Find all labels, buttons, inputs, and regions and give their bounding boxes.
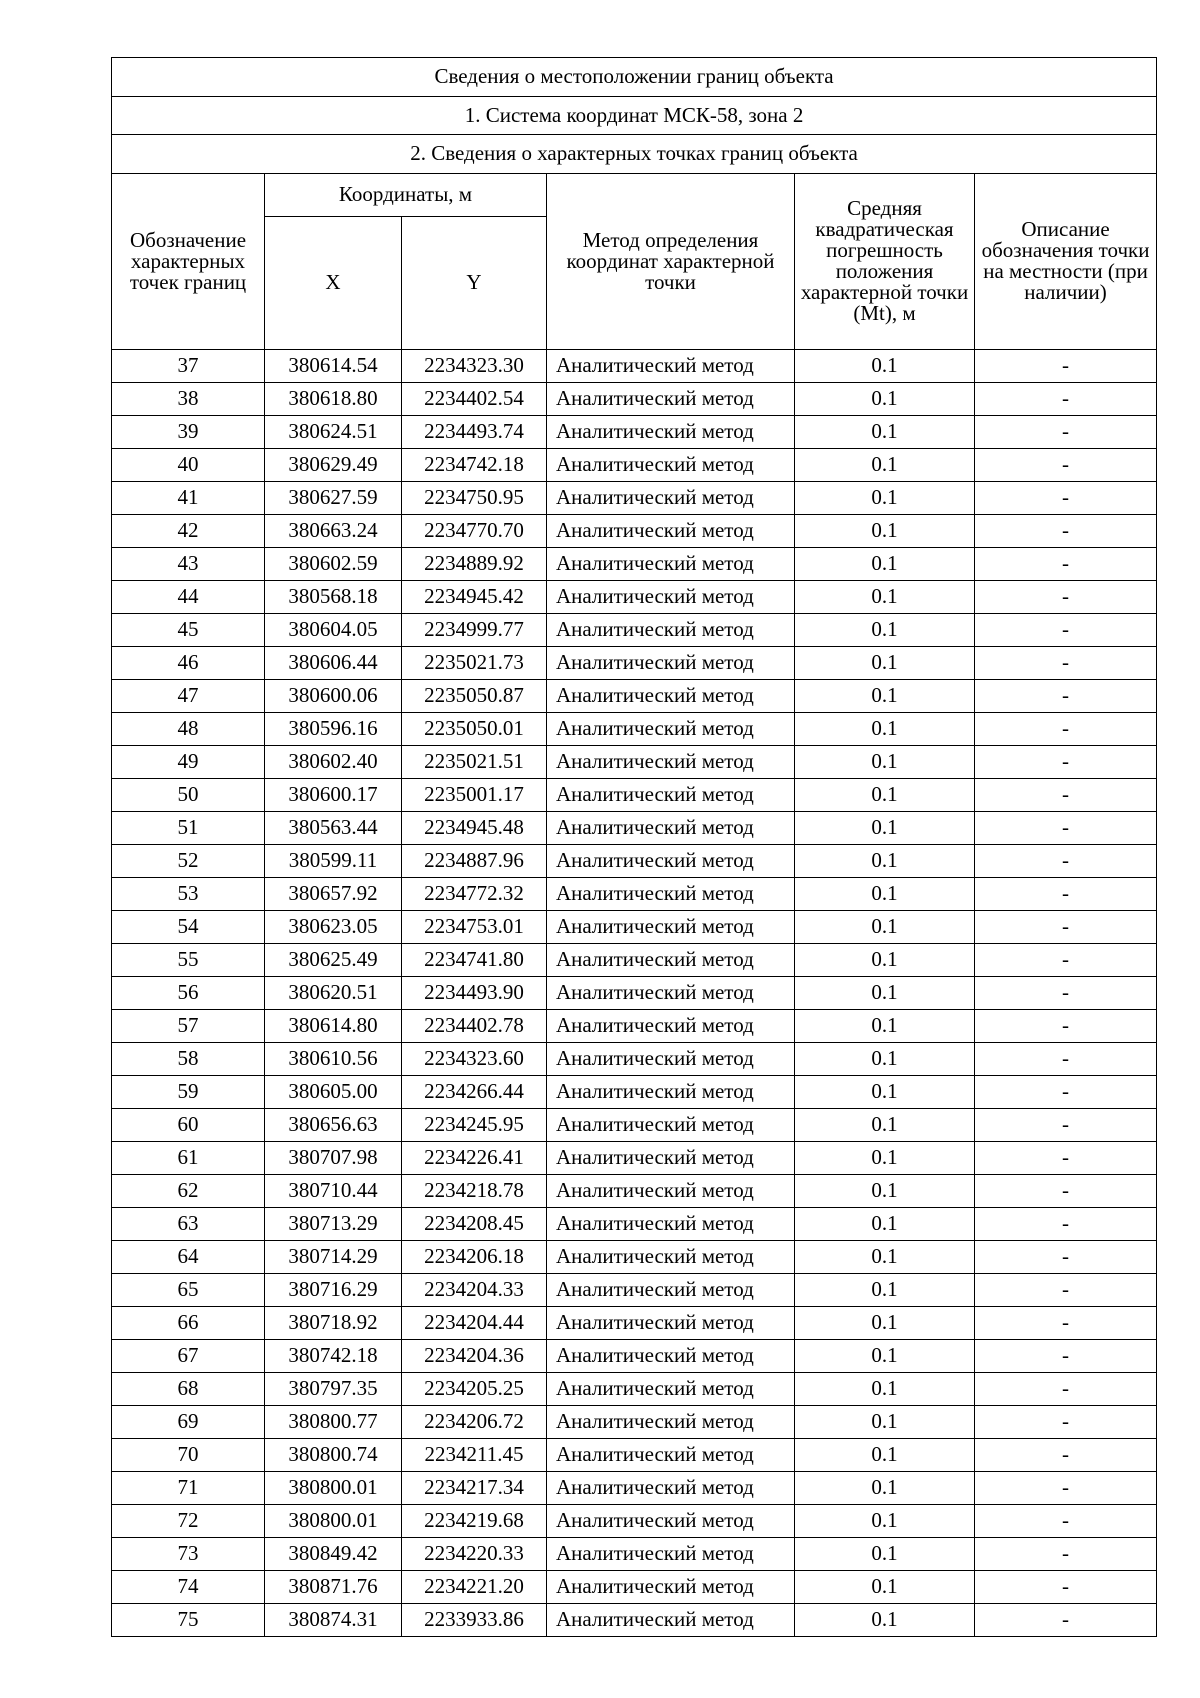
- point-number-cell: 54: [112, 910, 265, 943]
- table-row: [112, 976, 1157, 1009]
- x-coordinate-cell: 380614.54: [265, 349, 402, 382]
- description-cell: -: [975, 1174, 1157, 1207]
- x-coordinate-cell: 380663.24: [265, 514, 402, 547]
- x-coordinate-cell: 380656.63: [265, 1108, 402, 1141]
- point-number-cell: 70: [112, 1438, 265, 1471]
- method-cell: Аналитический метод: [547, 1009, 795, 1042]
- y-coordinate-cell: 2234245.95: [402, 1108, 547, 1141]
- method-cell: Аналитический метод: [547, 1042, 795, 1075]
- method-cell: Аналитический метод: [547, 844, 795, 877]
- method-cell: Аналитический метод: [547, 349, 795, 382]
- y-coordinate-cell: 2234217.34: [402, 1471, 547, 1504]
- x-coordinate-cell: 380800.77: [265, 1405, 402, 1438]
- x-coordinate-cell: 380605.00: [265, 1075, 402, 1108]
- table-row: [112, 1372, 1157, 1405]
- x-coordinate-cell: 380604.05: [265, 613, 402, 646]
- error-cell: 0.1: [795, 811, 975, 844]
- error-cell: 0.1: [795, 1438, 975, 1471]
- point-number-cell: 68: [112, 1372, 265, 1405]
- table-row: [112, 1273, 1157, 1306]
- point-number-cell: 69: [112, 1405, 265, 1438]
- title-row: [112, 58, 1157, 97]
- x-coordinate-cell: 380800.01: [265, 1504, 402, 1537]
- table-row: [112, 1537, 1157, 1570]
- x-coordinate-cell: 380629.49: [265, 448, 402, 481]
- y-coordinate-cell: 2234323.30: [402, 349, 547, 382]
- method-cell: Аналитический метод: [547, 1273, 795, 1306]
- description-cell: -: [975, 943, 1157, 976]
- description-cell: -: [975, 481, 1157, 514]
- y-coordinate-cell: 2234211.45: [402, 1438, 547, 1471]
- x-coordinate-cell: 380610.56: [265, 1042, 402, 1075]
- error-cell: 0.1: [795, 1141, 975, 1174]
- error-cell: 0.1: [795, 481, 975, 514]
- x-coordinate-cell: 380624.51: [265, 415, 402, 448]
- y-coordinate-cell: 2234945.48: [402, 811, 547, 844]
- y-coordinate-cell: 2234204.36: [402, 1339, 547, 1372]
- description-cell: -: [975, 1471, 1157, 1504]
- error-cell: 0.1: [795, 1570, 975, 1603]
- y-coordinate-cell: 2235050.01: [402, 712, 547, 745]
- point-number-cell: 51: [112, 811, 265, 844]
- y-coordinate-cell: 2235050.87: [402, 679, 547, 712]
- table-row: [112, 1570, 1157, 1603]
- header-description: Описание обозначения точки на местности (при наличии): [975, 173, 1157, 349]
- table-row: [112, 1108, 1157, 1141]
- x-coordinate-cell: 380563.44: [265, 811, 402, 844]
- description-cell: -: [975, 745, 1157, 778]
- point-number-cell: 49: [112, 745, 265, 778]
- description-cell: -: [975, 1009, 1157, 1042]
- y-coordinate-cell: 2234770.70: [402, 514, 547, 547]
- description-cell: -: [975, 844, 1157, 877]
- table-row: [112, 613, 1157, 646]
- error-cell: 0.1: [795, 877, 975, 910]
- table-row: [112, 448, 1157, 481]
- header-point: Обозначение характерных точек границ: [112, 173, 265, 349]
- method-cell: Аналитический метод: [547, 1372, 795, 1405]
- y-coordinate-cell: 2234750.95: [402, 481, 547, 514]
- header-error: Средняя квадратическая погрешность положения характерной точки (Mt), м: [795, 173, 975, 349]
- method-cell: Аналитический метод: [547, 679, 795, 712]
- x-coordinate-cell: 380874.31: [265, 1603, 402, 1636]
- description-cell: -: [975, 1372, 1157, 1405]
- method-cell: Аналитический метод: [547, 1240, 795, 1273]
- table-row: [112, 811, 1157, 844]
- description-cell: -: [975, 1108, 1157, 1141]
- point-number-cell: 38: [112, 382, 265, 415]
- method-cell: Аналитический метод: [547, 580, 795, 613]
- x-coordinate-cell: 380600.06: [265, 679, 402, 712]
- error-cell: 0.1: [795, 613, 975, 646]
- x-coordinate-cell: 380599.11: [265, 844, 402, 877]
- y-coordinate-cell: 2235001.17: [402, 778, 547, 811]
- header-method: Метод определения координат характерной точки: [547, 173, 795, 349]
- x-coordinate-cell: 380606.44: [265, 646, 402, 679]
- table-row: [112, 745, 1157, 778]
- method-cell: Аналитический метод: [547, 1504, 795, 1537]
- y-coordinate-cell: 2234221.20: [402, 1570, 547, 1603]
- y-coordinate-cell: 2234219.68: [402, 1504, 547, 1537]
- x-coordinate-cell: 380614.80: [265, 1009, 402, 1042]
- method-cell: Аналитический метод: [547, 547, 795, 580]
- x-coordinate-cell: 380871.76: [265, 1570, 402, 1603]
- point-number-cell: 46: [112, 646, 265, 679]
- x-coordinate-cell: 380596.16: [265, 712, 402, 745]
- table-row: [112, 679, 1157, 712]
- point-number-cell: 63: [112, 1207, 265, 1240]
- y-coordinate-cell: 2234204.44: [402, 1306, 547, 1339]
- description-cell: -: [975, 712, 1157, 745]
- error-cell: 0.1: [795, 547, 975, 580]
- error-cell: 0.1: [795, 1405, 975, 1438]
- y-coordinate-cell: 2234323.60: [402, 1042, 547, 1075]
- table-row: [112, 646, 1157, 679]
- method-cell: Аналитический метод: [547, 1537, 795, 1570]
- x-coordinate-cell: 380620.51: [265, 976, 402, 1009]
- point-number-cell: 60: [112, 1108, 265, 1141]
- description-cell: -: [975, 1504, 1157, 1537]
- x-coordinate-cell: 380800.01: [265, 1471, 402, 1504]
- x-coordinate-cell: 380602.59: [265, 547, 402, 580]
- method-cell: Аналитический метод: [547, 514, 795, 547]
- y-coordinate-cell: 2234887.96: [402, 844, 547, 877]
- point-number-cell: 67: [112, 1339, 265, 1372]
- point-number-cell: 53: [112, 877, 265, 910]
- point-number-cell: 47: [112, 679, 265, 712]
- section1-heading: 1. Система координат МСК-58, зона 2: [112, 96, 1157, 135]
- table-row: [112, 1339, 1157, 1372]
- table-row: [112, 1438, 1157, 1471]
- error-cell: 0.1: [795, 1273, 975, 1306]
- x-coordinate-cell: 380714.29: [265, 1240, 402, 1273]
- point-number-cell: 37: [112, 349, 265, 382]
- method-cell: Аналитический метод: [547, 1339, 795, 1372]
- table-row: [112, 1405, 1157, 1438]
- point-number-cell: 42: [112, 514, 265, 547]
- method-cell: Аналитический метод: [547, 1603, 795, 1636]
- table-row: [112, 1471, 1157, 1504]
- description-cell: -: [975, 613, 1157, 646]
- x-coordinate-cell: 380600.17: [265, 778, 402, 811]
- table-row: [112, 778, 1157, 811]
- description-cell: -: [975, 1141, 1157, 1174]
- method-cell: Аналитический метод: [547, 1438, 795, 1471]
- table-row: [112, 943, 1157, 976]
- table-row: [112, 1306, 1157, 1339]
- table-row: [112, 1207, 1157, 1240]
- y-coordinate-cell: 2234402.78: [402, 1009, 547, 1042]
- point-number-cell: 55: [112, 943, 265, 976]
- table-row: [112, 349, 1157, 382]
- description-cell: -: [975, 1207, 1157, 1240]
- error-cell: 0.1: [795, 1108, 975, 1141]
- method-cell: Аналитический метод: [547, 1075, 795, 1108]
- description-cell: -: [975, 1075, 1157, 1108]
- point-number-cell: 62: [112, 1174, 265, 1207]
- y-coordinate-cell: 2234753.01: [402, 910, 547, 943]
- header-y: Y: [402, 216, 547, 349]
- description-cell: -: [975, 1306, 1157, 1339]
- table-row: [112, 877, 1157, 910]
- header-x: X: [265, 216, 402, 349]
- y-coordinate-cell: 2234402.54: [402, 382, 547, 415]
- table-row: [112, 1240, 1157, 1273]
- y-coordinate-cell: 2234945.42: [402, 580, 547, 613]
- x-coordinate-cell: 380602.40: [265, 745, 402, 778]
- method-cell: Аналитический метод: [547, 1207, 795, 1240]
- x-coordinate-cell: 380710.44: [265, 1174, 402, 1207]
- y-coordinate-cell: 2233933.86: [402, 1603, 547, 1636]
- x-coordinate-cell: 380657.92: [265, 877, 402, 910]
- table-row: [112, 712, 1157, 745]
- table-row: [112, 844, 1157, 877]
- error-cell: 0.1: [795, 976, 975, 1009]
- method-cell: Аналитический метод: [547, 646, 795, 679]
- error-cell: 0.1: [795, 1207, 975, 1240]
- table-row: [112, 1042, 1157, 1075]
- table-row: [112, 1009, 1157, 1042]
- x-coordinate-cell: 380718.92: [265, 1306, 402, 1339]
- error-cell: 0.1: [795, 712, 975, 745]
- method-cell: Аналитический метод: [547, 910, 795, 943]
- table-row: [112, 580, 1157, 613]
- point-number-cell: 57: [112, 1009, 265, 1042]
- x-coordinate-cell: 380800.74: [265, 1438, 402, 1471]
- description-cell: -: [975, 349, 1157, 382]
- x-coordinate-cell: 380716.29: [265, 1273, 402, 1306]
- table-row: [112, 1141, 1157, 1174]
- table-row: [112, 382, 1157, 415]
- method-cell: Аналитический метод: [547, 1306, 795, 1339]
- description-cell: -: [975, 976, 1157, 1009]
- method-cell: Аналитический метод: [547, 613, 795, 646]
- method-cell: Аналитический метод: [547, 976, 795, 1009]
- description-cell: -: [975, 547, 1157, 580]
- y-coordinate-cell: 2234493.90: [402, 976, 547, 1009]
- description-cell: -: [975, 1570, 1157, 1603]
- table-title: Сведения о местоположении границ объекта: [112, 58, 1157, 97]
- point-number-cell: 65: [112, 1273, 265, 1306]
- description-cell: -: [975, 1042, 1157, 1075]
- method-cell: Аналитический метод: [547, 943, 795, 976]
- description-cell: -: [975, 1537, 1157, 1570]
- point-number-cell: 50: [112, 778, 265, 811]
- y-coordinate-cell: 2234208.45: [402, 1207, 547, 1240]
- point-number-cell: 41: [112, 481, 265, 514]
- description-cell: -: [975, 1339, 1157, 1372]
- description-cell: -: [975, 1273, 1157, 1306]
- error-cell: 0.1: [795, 943, 975, 976]
- y-coordinate-cell: 2234493.74: [402, 415, 547, 448]
- description-cell: -: [975, 382, 1157, 415]
- method-cell: Аналитический метод: [547, 712, 795, 745]
- point-number-cell: 61: [112, 1141, 265, 1174]
- error-cell: 0.1: [795, 1471, 975, 1504]
- error-cell: 0.1: [795, 580, 975, 613]
- point-number-cell: 39: [112, 415, 265, 448]
- y-coordinate-cell: 2234266.44: [402, 1075, 547, 1108]
- method-cell: Аналитический метод: [547, 448, 795, 481]
- x-coordinate-cell: 380568.18: [265, 580, 402, 613]
- y-coordinate-cell: 2234226.41: [402, 1141, 547, 1174]
- table-row: [112, 1603, 1157, 1636]
- error-cell: 0.1: [795, 415, 975, 448]
- point-number-cell: 43: [112, 547, 265, 580]
- y-coordinate-cell: 2235021.73: [402, 646, 547, 679]
- error-cell: 0.1: [795, 349, 975, 382]
- description-cell: -: [975, 1240, 1157, 1273]
- point-number-cell: 48: [112, 712, 265, 745]
- point-number-cell: 75: [112, 1603, 265, 1636]
- y-coordinate-cell: 2234889.92: [402, 547, 547, 580]
- error-cell: 0.1: [795, 1240, 975, 1273]
- x-coordinate-cell: 380742.18: [265, 1339, 402, 1372]
- description-cell: -: [975, 448, 1157, 481]
- point-number-cell: 44: [112, 580, 265, 613]
- description-cell: -: [975, 778, 1157, 811]
- point-number-cell: 40: [112, 448, 265, 481]
- point-number-cell: 52: [112, 844, 265, 877]
- error-cell: 0.1: [795, 1306, 975, 1339]
- header-row-top: [112, 173, 1157, 216]
- method-cell: Аналитический метод: [547, 1405, 795, 1438]
- error-cell: 0.1: [795, 1009, 975, 1042]
- description-cell: -: [975, 415, 1157, 448]
- error-cell: 0.1: [795, 1603, 975, 1636]
- error-cell: 0.1: [795, 646, 975, 679]
- error-cell: 0.1: [795, 1504, 975, 1537]
- y-coordinate-cell: 2234999.77: [402, 613, 547, 646]
- error-cell: 0.1: [795, 1339, 975, 1372]
- y-coordinate-cell: 2235021.51: [402, 745, 547, 778]
- error-cell: 0.1: [795, 778, 975, 811]
- description-cell: -: [975, 910, 1157, 943]
- x-coordinate-cell: 380797.35: [265, 1372, 402, 1405]
- x-coordinate-cell: 380627.59: [265, 481, 402, 514]
- point-number-cell: 58: [112, 1042, 265, 1075]
- table-row: [112, 1174, 1157, 1207]
- error-cell: 0.1: [795, 448, 975, 481]
- x-coordinate-cell: 380623.05: [265, 910, 402, 943]
- x-coordinate-cell: 380618.80: [265, 382, 402, 415]
- x-coordinate-cell: 380713.29: [265, 1207, 402, 1240]
- x-coordinate-cell: 380707.98: [265, 1141, 402, 1174]
- method-cell: Аналитический метод: [547, 745, 795, 778]
- table-row: [112, 514, 1157, 547]
- method-cell: Аналитический метод: [547, 415, 795, 448]
- method-cell: Аналитический метод: [547, 1471, 795, 1504]
- y-coordinate-cell: 2234206.72: [402, 1405, 547, 1438]
- y-coordinate-cell: 2234741.80: [402, 943, 547, 976]
- description-cell: -: [975, 811, 1157, 844]
- method-cell: Аналитический метод: [547, 382, 795, 415]
- table-row: [112, 547, 1157, 580]
- method-cell: Аналитический метод: [547, 1108, 795, 1141]
- point-number-cell: 72: [112, 1504, 265, 1537]
- method-cell: Аналитический метод: [547, 877, 795, 910]
- description-cell: -: [975, 1603, 1157, 1636]
- table-row: [112, 481, 1157, 514]
- error-cell: 0.1: [795, 679, 975, 712]
- method-cell: Аналитический метод: [547, 481, 795, 514]
- y-coordinate-cell: 2234206.18: [402, 1240, 547, 1273]
- x-coordinate-cell: 380625.49: [265, 943, 402, 976]
- point-number-cell: 73: [112, 1537, 265, 1570]
- description-cell: -: [975, 1438, 1157, 1471]
- description-cell: -: [975, 646, 1157, 679]
- table-row: [112, 415, 1157, 448]
- method-cell: Аналитический метод: [547, 1174, 795, 1207]
- y-coordinate-cell: 2234204.33: [402, 1273, 547, 1306]
- error-cell: 0.1: [795, 1174, 975, 1207]
- table-row: [112, 910, 1157, 943]
- y-coordinate-cell: 2234742.18: [402, 448, 547, 481]
- y-coordinate-cell: 2234220.33: [402, 1537, 547, 1570]
- method-cell: Аналитический метод: [547, 1141, 795, 1174]
- y-coordinate-cell: 2234772.32: [402, 877, 547, 910]
- description-cell: -: [975, 1405, 1157, 1438]
- section2-row: [112, 135, 1157, 174]
- error-cell: 0.1: [795, 1075, 975, 1108]
- method-cell: Аналитический метод: [547, 778, 795, 811]
- point-number-cell: 71: [112, 1471, 265, 1504]
- description-cell: -: [975, 877, 1157, 910]
- y-coordinate-cell: 2234218.78: [402, 1174, 547, 1207]
- point-number-cell: 64: [112, 1240, 265, 1273]
- point-number-cell: 74: [112, 1570, 265, 1603]
- error-cell: 0.1: [795, 514, 975, 547]
- point-number-cell: 59: [112, 1075, 265, 1108]
- error-cell: 0.1: [795, 382, 975, 415]
- section2-heading: 2. Сведения о характерных точках границ объекта: [112, 135, 1157, 174]
- table-row: [112, 1075, 1157, 1108]
- boundary-points-table: [111, 57, 1157, 1637]
- point-number-cell: 56: [112, 976, 265, 1009]
- section1-row: [112, 96, 1157, 135]
- error-cell: 0.1: [795, 910, 975, 943]
- method-cell: Аналитический метод: [547, 811, 795, 844]
- description-cell: -: [975, 580, 1157, 613]
- description-cell: -: [975, 679, 1157, 712]
- error-cell: 0.1: [795, 1537, 975, 1570]
- x-coordinate-cell: 380849.42: [265, 1537, 402, 1570]
- error-cell: 0.1: [795, 1372, 975, 1405]
- error-cell: 0.1: [795, 844, 975, 877]
- description-cell: -: [975, 514, 1157, 547]
- method-cell: Аналитический метод: [547, 1570, 795, 1603]
- table-row: [112, 1504, 1157, 1537]
- header-coords: Координаты, м: [265, 173, 547, 216]
- y-coordinate-cell: 2234205.25: [402, 1372, 547, 1405]
- error-cell: 0.1: [795, 745, 975, 778]
- point-number-cell: 66: [112, 1306, 265, 1339]
- point-number-cell: 45: [112, 613, 265, 646]
- error-cell: 0.1: [795, 1042, 975, 1075]
